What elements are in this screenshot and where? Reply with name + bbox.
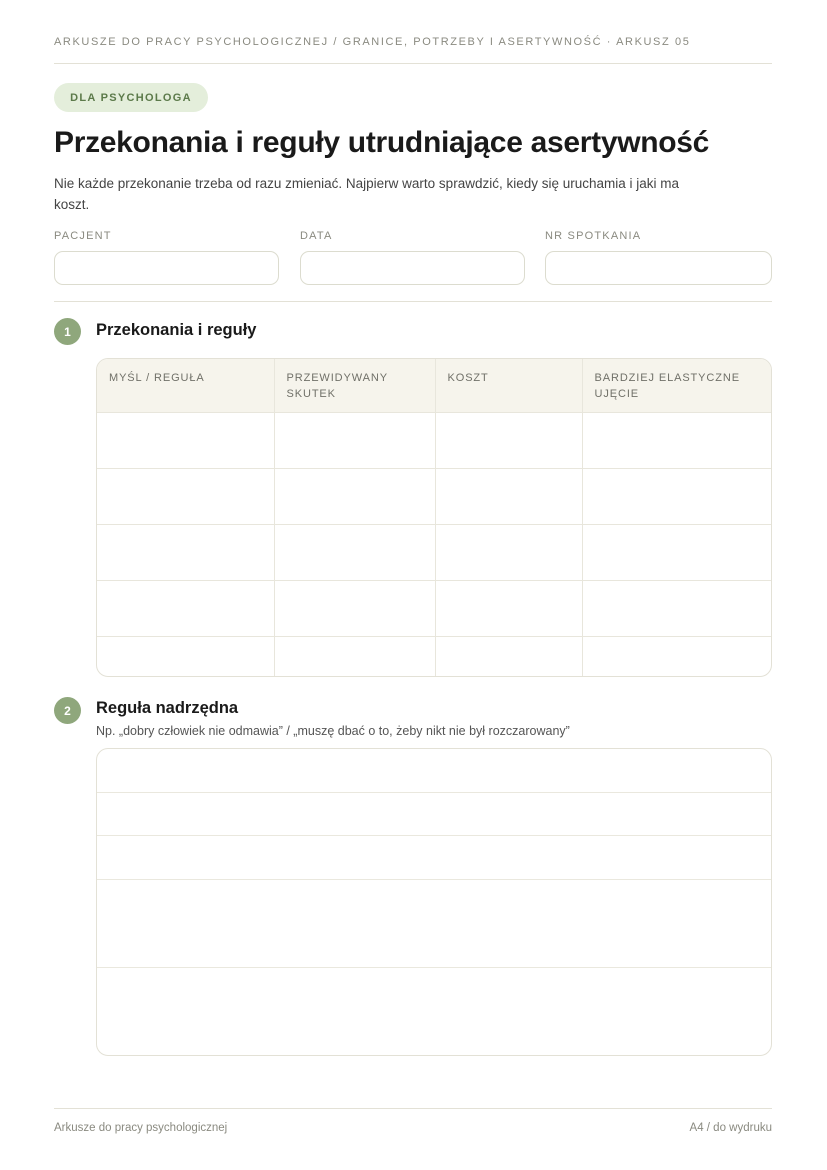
writing-line [97,967,771,968]
table-header-row [97,359,772,412]
table-cell[interactable] [97,580,274,636]
table-row [97,580,772,636]
beliefs-table [96,358,772,677]
fields-divider [54,301,772,302]
writing-line [97,835,771,836]
patient-label: PACJENT [54,230,112,242]
table-cell[interactable] [582,524,772,580]
patient-field[interactable] [54,251,279,285]
date-field[interactable] [300,251,525,285]
footer-right: A4 / do wydruku [689,1122,772,1134]
footer-left: Arkusze do pracy psychologicznej [54,1122,228,1134]
table-cell[interactable] [274,524,435,580]
table-cell[interactable] [97,468,274,524]
section-2-hint: Np. „dobry człowiek nie odmawia” / „muszę dbać o to, żeby nikt nie był rozczarowany” [96,724,570,738]
date-label: DATA [300,230,333,242]
column-header-thought: MYŚL / REGUŁA [97,359,274,412]
worksheet-page [54,0,772,1170]
page-subtitle: Nie każde przekonanie trzeba od razu zmieniać. Najpierw warto sprawdzić, kiedy się uruchamia i jaki ma koszt. [54,176,680,212]
table-row [97,636,772,677]
section-1-title: Przekonania i reguły [96,321,257,339]
session-number-field[interactable] [545,251,772,285]
table-row [97,524,772,580]
breadcrumb: ARKUSZE DO PRACY PSYCHOLOGICZNEJ / GRANICE, POTRZEBY I ASERTYWNOŚĆ · ARKUSZ 05 [54,36,691,48]
table-cell[interactable] [435,468,582,524]
table-cell[interactable] [582,636,772,677]
section-1-number: 1 [54,318,81,345]
table-cell[interactable] [435,580,582,636]
table-cell[interactable] [274,468,435,524]
audience-badge: DLA PSYCHOLOGA [54,83,208,112]
table-cell[interactable] [435,524,582,580]
table-row [97,468,772,524]
table-cell[interactable] [435,412,582,468]
table-cell[interactable] [274,636,435,677]
table-cell[interactable] [97,524,274,580]
table-cell[interactable] [97,412,274,468]
writing-line [97,879,771,880]
overarching-rule-writing-area[interactable] [96,748,772,1056]
section-2-number: 2 [54,697,81,724]
column-header-flexible-view: BARDZIEJ ELASTYCZNE UJĘCIE [582,359,772,412]
table-row [97,412,772,468]
table-cell[interactable] [97,636,274,677]
section-2-title: Reguła nadrzędna [96,699,239,717]
page-title: Przekonania i reguły utrudniające asertywność [54,126,710,159]
writing-line [97,792,771,793]
column-header-expected-effect: PRZEWIDYWANY SKUTEK [274,359,435,412]
session-number-label: NR SPOTKANIA [545,230,642,242]
header-divider [54,63,772,64]
table-cell[interactable] [582,412,772,468]
table-cell[interactable] [582,580,772,636]
footer-divider [54,1108,772,1109]
table-cell[interactable] [435,636,582,677]
column-header-cost: KOSZT [435,359,582,412]
table-cell[interactable] [274,580,435,636]
table-cell[interactable] [582,468,772,524]
table-cell[interactable] [274,412,435,468]
